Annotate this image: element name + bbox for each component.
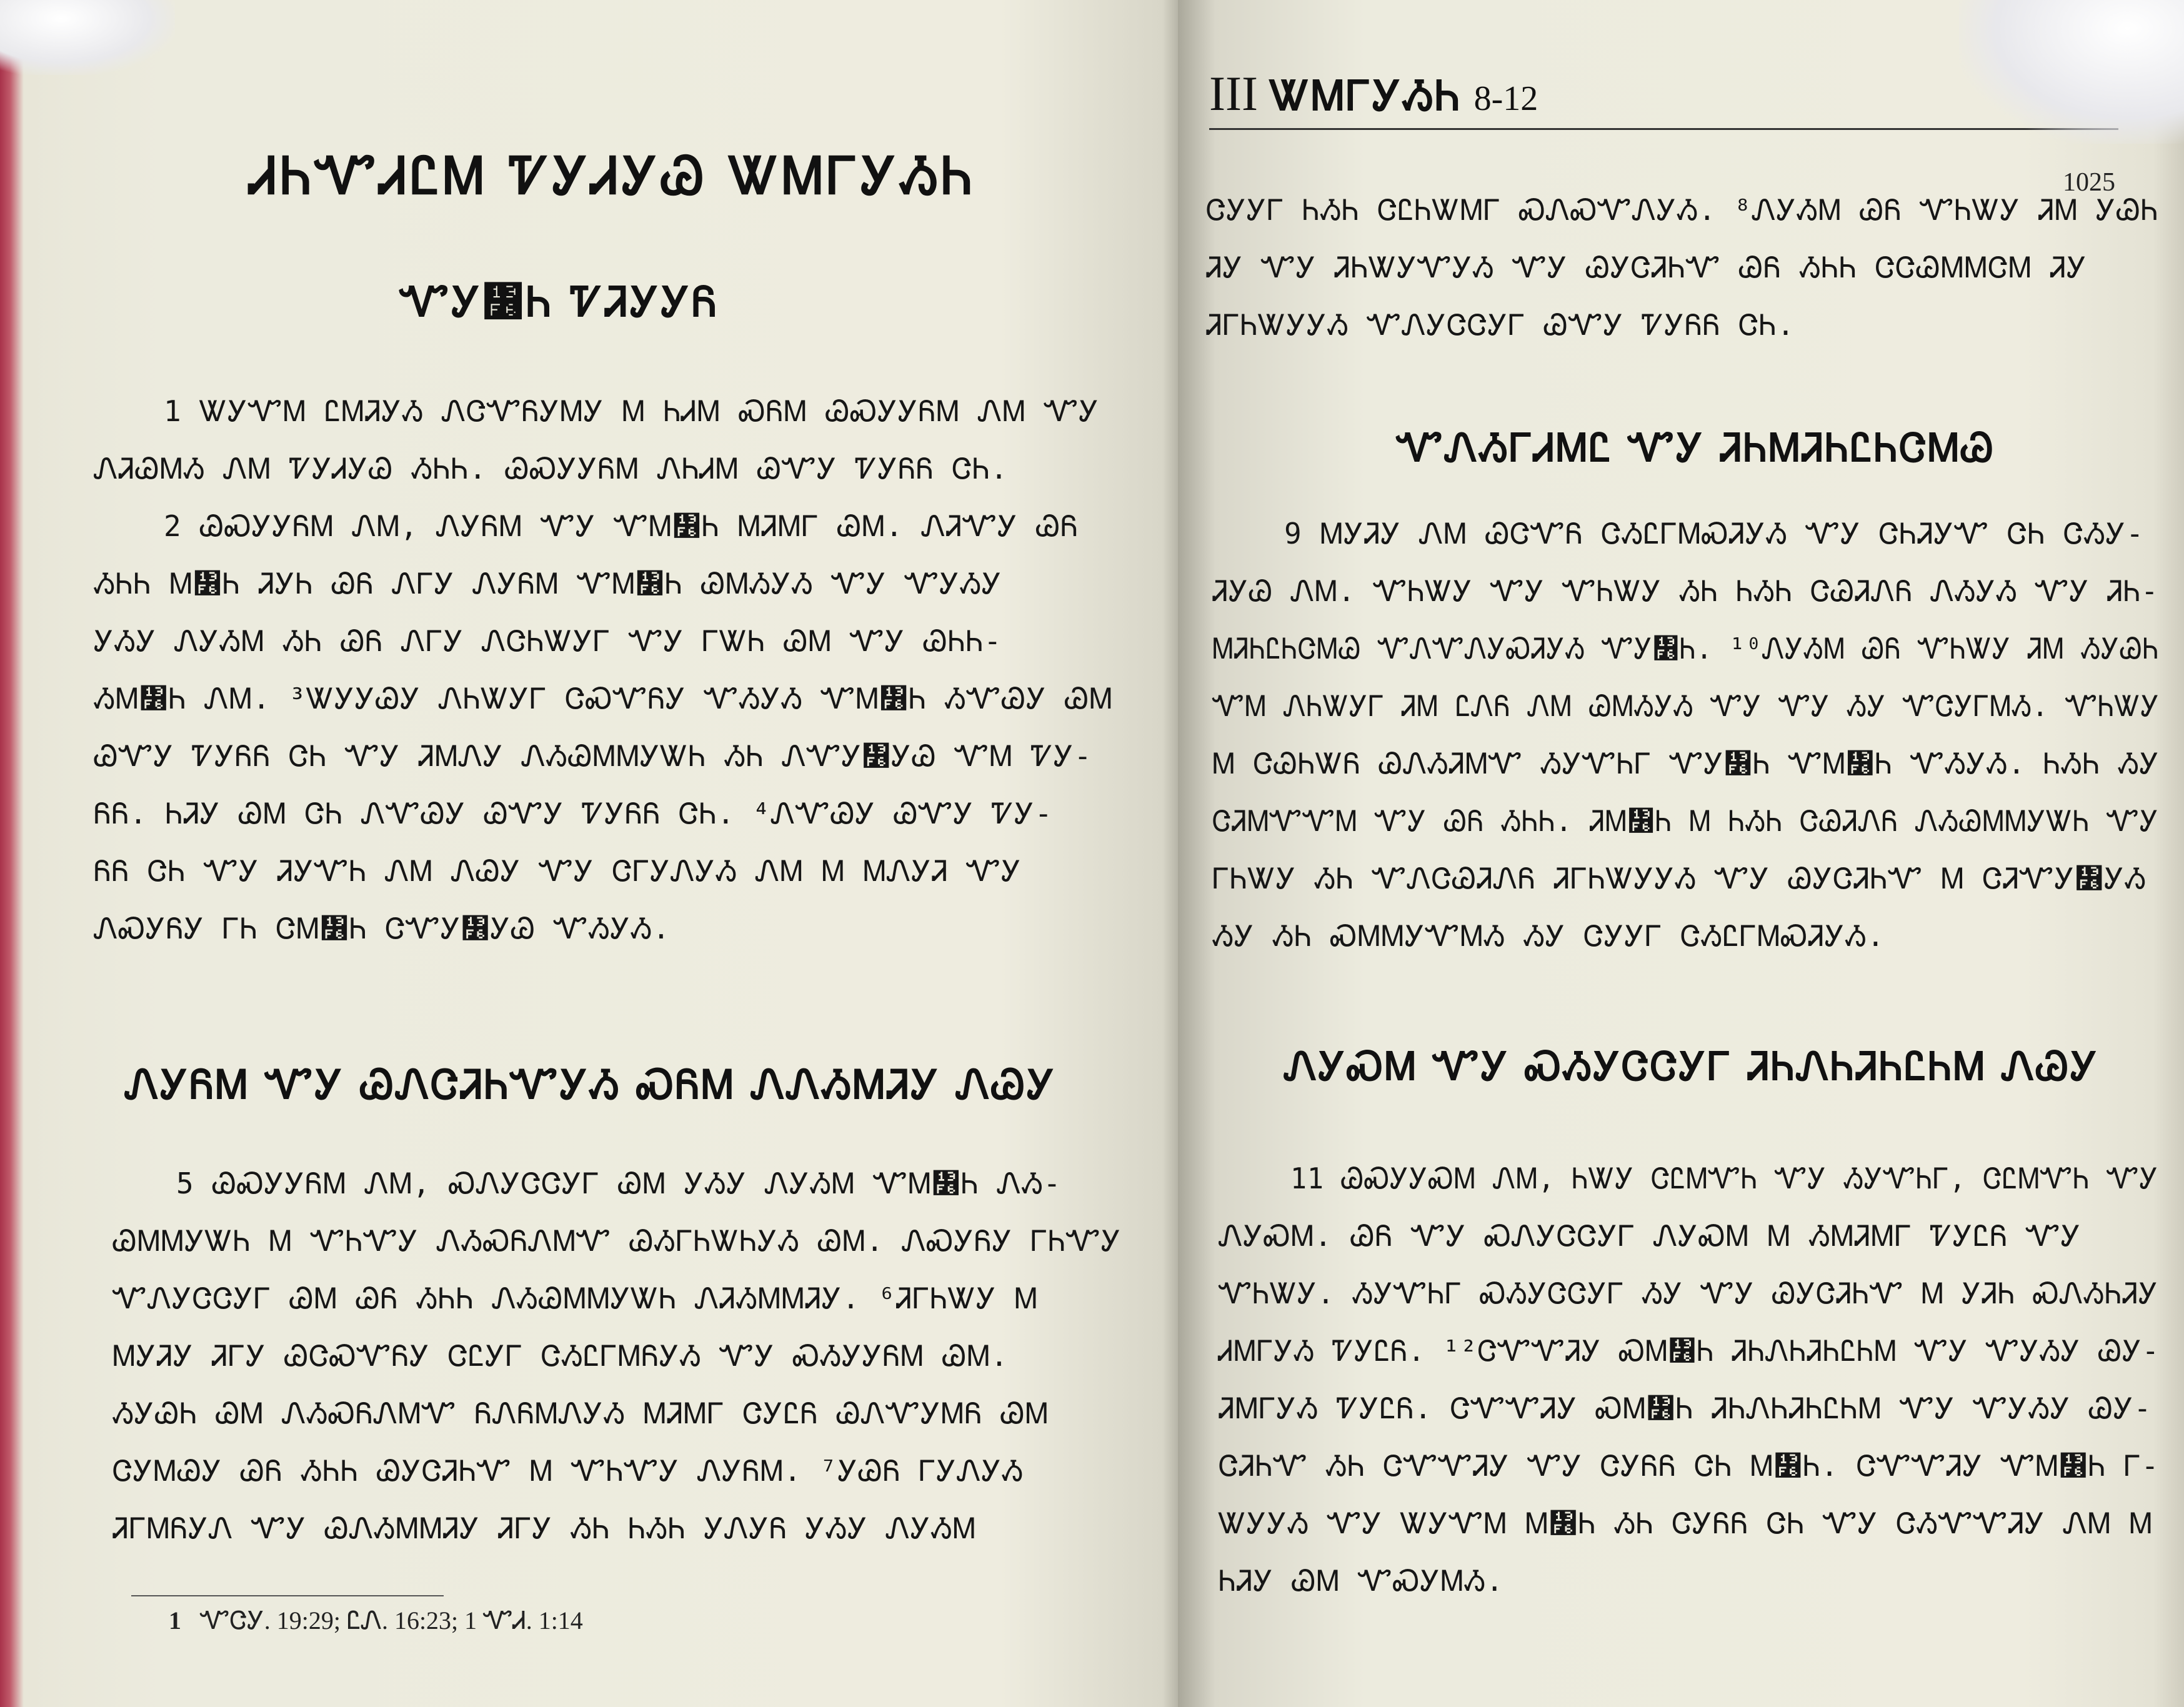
text-line: ᏣᎩᎩᎱ ᏂᏱᏂ ᏣᏝᏂᏔᎷᎱ ᏍᏁᏍᏉᏁᎩᏱ. ⁸ᏁᎩᏱᎷ ᏊᏲ ᏉᏂᏔᎩ ᏘᎷ ᎩᏊᏂ [1206,193,2159,227]
text-line: ᏲᏲ ᏣᏂ ᏉᎩ ᏘᎩᏉᏂ ᏁᎷ ᏁᏊᎩ ᏉᎩ ᏣᎱᎩᏁᎩᏱ ᏁᎷ Ꮇ ᎷᏁᎩᏘ ᏉᎩ [94,854,1022,888]
text-line: ᏘᎩᏊ ᏁᎷ. ᏉᏂᏔᎩ ᏉᎩ ᏉᏂᏔᎩ ᏱᏂ ᏂᏱᏂ ᏣᏊᏘᏁᏲ ᏁᏱᎩᏱ ᏉᎩ ᏘᏂ- [1212,574,2159,608]
text-line: 1 ᏔᎩᏉᎷ ᏝᎷᏘᎩᏱ ᏁᏣᏉᏲᎩᎷᎩ Ꮇ ᏂᏗᎷ ᏍᏲᎷ ᏊᏍᎩᎩᏲᎷ ᏁᎷ ᏉᎩ [164,394,1100,428]
text-line: ᎩᏱᎩ ᏁᎩᏱᎷ ᏱᏂ ᏊᏲ ᏁᎱᎩ ᏁᏣᏂᏔᎩᎱ ᏉᎩ ᎱᏔᏂ ᏊᎷ ᏉᎩ ᏊᏂᏂ- [94,624,1002,658]
text-line: ᏉᏂᏔᎩ. ᏱᎩᏉᏂᎱ ᏍᏱᎩᏣᏣᎩᎱ ᏱᎩ ᏉᎩ ᏊᎩᏣᏘᏂᏉ Ꮇ ᎩᏘᏂ ᏍᏁᏱᏂᏘᎩ [1219,1277,2159,1310]
text-line: ᎱᏂᏔᎩ ᏱᏂ ᏉᏁᏣᏊᏘᏁᏲ ᏘᎱᏂᏔᎩᎩᏱ ᏉᎩ ᏊᎩᏣᏘᏂᏉ Ꮇ ᏣᏘᏉᎩ᏶ᎩᏱ [1212,862,2147,895]
text-line: ᏱᎩᏊᏂ ᏊᎷ ᏁᏱᏍᏲᏁᎷᏉ ᏲᏁᏲᎷᏁᎩᏱ ᎷᏘᎷᎱ ᏣᎩᏝᏲ ᏊᏁᏉᎩᎷᏲ ᏊᎷ [112,1396,1049,1430]
page-number: 1025 [2063,168,2115,197]
right-page [1178,0,2184,1707]
text-line: ᏊᏉᎩ ᏤᎩᏲᏲ ᏣᏂ ᏉᎩ ᏘᎷᏁᎩ ᏁᏱᏊᎷᎷᎩᏔᏂ ᏱᏂ ᏁᏉᎩ᏶ᎩᏊ ᏉᎷ ᏤᎩ- [94,739,1092,773]
text-line: ᏂᏘᎩ ᏊᎷ ᏉᏍᎩᎷᏱ. [1219,1564,1504,1598]
footnote-number: 1 [169,1606,181,1635]
text-line: ᏁᎩᏍᎷ. ᏊᏲ ᏉᎩ ᏍᏁᎩᏣᏣᎩᎱ ᏁᎩᏍᎷ Ꮇ ᏱᎷᏘᎷᎱ ᏤᎩᏝᏲ ᏉᎩ [1219,1219,2082,1253]
text-line: ᏲᏲ. ᏂᏘᎩ ᏊᎷ ᏣᏂ ᏁᏉᏊᎩ ᏊᏉᎩ ᏤᎩᏲᏲ ᏣᏂ. ⁴ᏁᏉᏊᎩ ᏊᏉᎩ ᏤᎩ- [94,797,1053,830]
text-line: ᏘᎱᎷᏲᎩᏁ ᏉᎩ ᏊᏁᏱᎷᎷᏘᎩ ᏘᎱᎩ ᏱᏂ ᏂᏱᏂ ᎩᏁᎩᏲ ᎩᏱᎩ ᏁᎩᏱᎷ [112,1511,977,1545]
text-line: ᏱᎩ ᏱᏂ ᏍᎷᎷᎩᏉᎷᏱ ᏱᎩ ᏣᎩᎩᎱ ᏣᏱᏝᎱᎷᏍᏘᎩᏱ. [1212,919,1885,953]
text-line: 5 ᏊᏍᎩᎩᏲᎷ ᏁᎷ, ᏍᏁᎩᏣᏣᎩᎱ ᏊᎷ ᎩᏱᎩ ᏁᎩᏱᎷ ᏉᎷ᏶Ꮒ ᏁᏱ- [176,1167,1062,1200]
footnote-rule [131,1595,444,1596]
text-line: ᏘᎱᏂᏔᎩᎩᏱ ᏉᏁᎩᏣᏣᎩᎱ ᏊᏉᎩ ᏤᎩᏲᏲ ᏣᏂ. [1206,308,1795,342]
text-line: ᏊᎷᎷᎩᏔᏂ Ꮇ ᏉᏂᏉᎩ ᏁᏱᏍᏲᏁᎷᏉ ᏊᏱᎱᏂᏔᏂᎩᏱ ᏊᎷ. ᏁᏍᎩᏲᎩ ᎱᏂᏉᎩ [112,1224,1122,1258]
text-line: ᏣᏘᏂᏉ ᏱᏂ ᏣᏉᏉᏘᎩ ᏉᎩ ᏣᎩᏲᏲ ᏣᏂ Ꮇ᏶Ꮒ. ᏣᏉᏉᏘᎩ ᏉᎷ᏶Ꮒ Ꮁ- [1219,1449,2160,1483]
text-line: 9 ᎷᎩᏘᎩ ᏁᎷ ᏊᏣᏉᏲ ᏣᏱᏝᎱᎷᏍᏘᎩᏱ ᏉᎩ ᏣᏂᏘᎩᏉ ᏣᏂ ᏣᏱᎩ- [1284,517,2145,550]
text-line: ᏗᎷᎱᎩᏱ ᏤᎩᏝᏲ. ¹²ᏣᏉᏉᏘᎩ ᏍᎷ᏶Ꮒ ᏘᏂᏁᏂᏘᏂᏝᏂᎷ ᏉᎩ ᏉᎩᏱᎩ ᏊᎩ- [1219,1334,2160,1368]
book-number: III [1209,66,1258,121]
text-line: ᏁᏍᎩᏲᎩ ᎱᏂ ᏣᎷ᏶Ꮒ ᏣᏉᎩ᏶ᎩᏊ ᏉᏱᎩᏱ. [94,912,671,945]
section-heading-3: ᏉᏁᏱᎱᏗᎷᏝ ᏉᎩ ᏘᏂᎷᏘᏂᏝᏂᏣᎷᏊ [1397,425,1995,470]
text-line: ᏣᎩᎷᏊᎩ ᏊᏲ ᏱᏂᏂ ᏊᎩᏣᏘᏂᏉ Ꮇ ᏉᏂᏉᎩ ᏁᎩᏲᎷ. ⁷ᎩᏊᏲ ᎱᎩᏁᎩᏱ [112,1454,1024,1488]
running-head [1209,66,1538,122]
verse-range: 8-12 [1473,79,1538,118]
text-line: ᏔᎩᎩᏱ ᏉᎩ ᏔᎩᏉᎷ Ꮇ᏶Ꮒ ᏱᏂ ᏣᎩᏲᏲ ᏣᏂ ᏉᎩ ᏣᏱᏉᏉᏘᎩ ᏁᎷ Ꮇ [1219,1506,2153,1540]
text-line: ᏘᎷᎱᎩᏱ ᏤᎩᏝᏲ. ᏣᏉᏉᏘᎩ ᏍᎷ᏶Ꮒ ᏘᏂᏁᏂᏘᏂᏝᏂᎷ ᏉᎩ ᏉᎩᏱᎩ ᏊᎩ- [1219,1391,2152,1425]
text-line: ᏣᏘᎷᏉᏉᎷ ᏉᎩ ᏊᏲ ᏱᏂᏂ. ᏘᎷ᏶Ꮒ Ꮇ ᏂᏱᏂ ᏣᏊᏘᏁᏲ ᏁᏱᏊᎷᎷᎩᏔᏂ ᏉᎩ [1212,804,2159,838]
glove-right [1959,0,2184,144]
section-heading-2: ᏁᎩᏲᎷ ᏉᎩ ᏊᏁᏣᏘᏂᏉᎩᏱ ᏍᏲᎷ ᏁᏁᏱᎷᏘᎩ ᏁᏊᎩ [125,1062,1057,1108]
text-line: ᏱᏂᏂ Ꮇ᏶Ꮒ ᏘᎩᏂ ᏊᏲ ᏁᎱᎩ ᏁᎩᏲᎷ ᏉᎷ᏶Ꮒ ᏊᎷᏱᎩᏱ ᏉᎩ ᏉᎩᏱᎩ [94,567,1002,600]
text-line: 11 ᏊᏍᎩᎩᏍᎷ ᏁᎷ, ᏂᏔᎩ ᏣᏝᎷᏉᏂ ᏉᎩ ᏱᎩᏉᏂᎱ, ᏣᏝᎷᏉᏂ ᏉᎩ [1290,1162,2159,1195]
text-line: ᏁᏘᏊᎷᏱ ᏁᎷ ᏤᎩᏗᎩᏊ ᏱᏂᏂ. ᏊᏍᎩᎩᏲᎷ ᏁᏂᏗᎷ ᏊᏉᎩ ᏤᎩᏲᏲ ᏣᏂ. [94,452,1009,485]
book-title: ᏗᏂᏉᏗᏝᎷ ᏤᎩᏗᎩᏊ ᏔᎷᎱᎩᏱᏂ [250,147,976,206]
glove-left [0,0,175,75]
text-line: Ꮇ ᏣᏊᏂᏔᏲ ᏊᏁᏱᏘᎷᏉ ᏱᎩᏉᏂᎱ ᏉᎩ᏶Ꮒ ᏉᎷ᏶Ꮒ ᏉᏱᎩᏱ. ᏂᏱᏂ ᏱᎩ [1212,747,2160,780]
section-heading-4: ᏁᎩᏍᎷ ᏉᎩ ᏍᏱᎩᏣᏣᎩᎱ ᏘᏂᏁᏂᏘᏂᏝᏂᎷ ᏁᏊᎩ [1284,1043,2099,1089]
text-line: ᏉᎷ ᏁᏂᏔᎩᎱ ᏘᎷ ᏝᏁᏲ ᏁᎷ ᏊᎷᏱᎩᏱ ᏉᎩ ᏉᎩ ᏱᎩ ᏉᏣᎩᎱᎷᏱ. ᏉᏂᏔᎩ [1212,689,2160,723]
footnote [169,1606,583,1635]
text-line: ᎷᏘᏂᏝᏂᏣᎷᏊ ᏉᏁᏉᏁᎩᏍᏘᎩᏱ ᏉᎩ᏶Ꮒ. ¹⁰ᏁᎩᏱᎷ ᏊᏲ ᏉᏂᏔᎩ ᏘᎷ ᏱᎩᏊᏂ [1212,632,2160,665]
text-line: ᏉᏁᎩᏣᏣᎩᎱ ᏊᎷ ᏊᏲ ᏱᏂᏂ ᏁᏱᏊᎷᎷᎩᏔᏂ ᏁᏘᏱᎷᎷᏘᎩ. ⁶ᏘᎱᏂᏔᎩ Ꮇ [112,1281,1039,1315]
text-line: ᏘᎩ ᏉᎩ ᏘᏂᏔᎩᏉᎩᏱ ᏉᎩ ᏊᎩᏣᏘᏂᏉ ᏊᏲ ᏱᏂᏂ ᏣᏣᏊᎷᎷᏣᎷ ᏘᎩ [1206,251,2087,284]
book-name: ᏔᎷᎱᎩᏱᏂ [1270,72,1462,120]
text-line: 2 ᏊᏍᎩᎩᏲᎷ ᏁᎷ, ᏁᎩᏲᎷ ᏉᎩ ᏉᎷ᏶Ꮒ ᎷᏘᎷᎱ ᏊᎷ. ᏁᏘᏉᎩ ᏊᏲ [164,509,1079,543]
text-line: ᏱᎷ᏶Ꮒ ᏁᎷ. ³ᏔᎩᎩᏊᎩ ᏁᏂᏔᎩᎱ ᏣᏍᏉᏲᎩ ᏉᏱᎩᏱ ᏉᎷ᏶Ꮒ ᏱᏉᏊᎩ ᏊᎷ [94,682,1114,715]
text-line: ᎷᎩᏘᎩ ᏘᎱᎩ ᏊᏣᏍᏉᏲᎩ ᏣᏝᎩᎱ ᏣᏱᏝᎱᎷᏲᎩᏱ ᏉᎩ ᏍᏱᎩᎩᏲᎷ ᏊᎷ. [112,1339,1009,1373]
footnote-text: ᏉᏣᎩ. 19:29; ᏝᏁ. 16:23; 1 ᏉᏗ. 1:14 [200,1606,583,1635]
section-heading-1: ᏉᎩ᏶Ꮒ ᏤᏘᎩᎩᏲ [400,278,719,326]
